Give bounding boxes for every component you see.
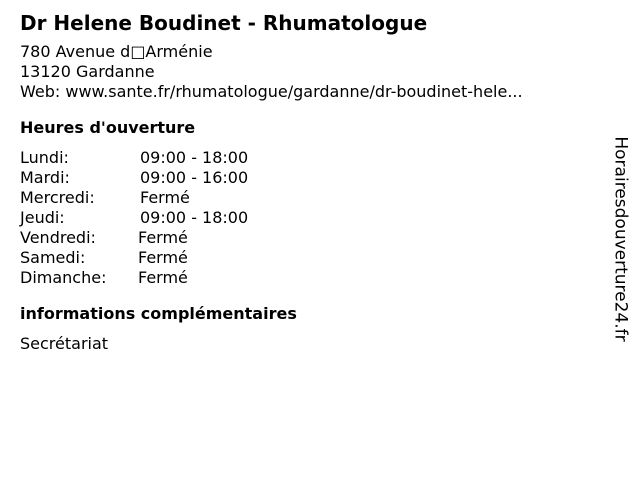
hours-row-sunday — [20, 268, 600, 288]
business-card — [20, 10, 600, 354]
day-label: Vendredi: — [20, 228, 96, 247]
address-city: 13120 Gardanne — [20, 62, 155, 81]
website-line: Web: www.sante.fr/rhumatologue/gardanne/dr-boudinet-hele... — [20, 82, 523, 101]
opening-hours-table — [20, 148, 600, 288]
time-value: Fermé — [138, 228, 188, 247]
time-value: Fermé — [138, 268, 188, 287]
additional-info-text: Secrétariat — [20, 334, 109, 353]
additional-info-heading: informations complémentaires — [20, 304, 297, 323]
hours-row-monday — [20, 148, 600, 168]
hours-row-wednesday — [20, 188, 600, 208]
day-label: Mardi: — [20, 168, 70, 187]
time-value: Fermé — [140, 188, 190, 207]
time-value: 09:00 - 18:00 — [140, 148, 249, 167]
day-label: Jeudi: — [20, 208, 65, 227]
time-value: Fermé — [138, 248, 188, 267]
hours-row-thursday — [20, 208, 600, 228]
time-value: 09:00 - 16:00 — [140, 168, 249, 187]
opening-hours-heading: Heures d'ouverture — [20, 118, 196, 137]
address-street: 780 Avenue d□Arménie — [20, 42, 213, 61]
site-brand-text: Horairesdouverture24.fr — [611, 136, 631, 342]
hours-row-saturday — [20, 248, 600, 268]
hours-row-tuesday — [20, 168, 600, 188]
day-label: Lundi: — [20, 148, 69, 167]
page-title: Dr Helene Boudinet - Rhumatologue — [20, 11, 428, 35]
day-label: Samedi: — [20, 248, 86, 267]
day-label: Dimanche: — [20, 268, 107, 287]
address-block — [20, 42, 600, 102]
hours-row-friday — [20, 228, 600, 248]
site-brand-label — [611, 134, 631, 344]
time-value: 09:00 - 18:00 — [140, 208, 249, 227]
day-label: Mercredi: — [20, 188, 95, 207]
